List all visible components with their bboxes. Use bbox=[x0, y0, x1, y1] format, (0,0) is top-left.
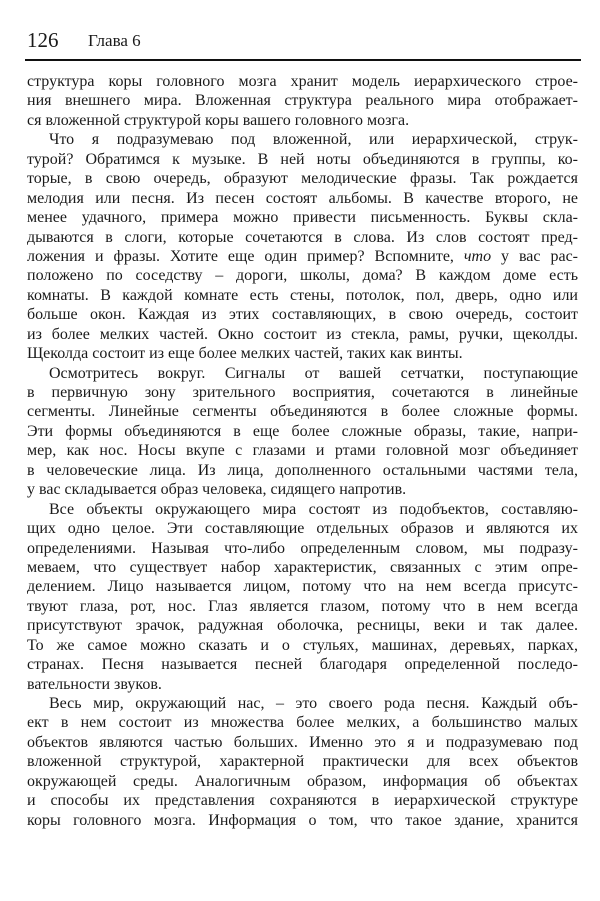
page-body bbox=[27, 72, 578, 830]
running-header bbox=[27, 28, 580, 58]
chapter-title: Глава 6 bbox=[88, 31, 141, 50]
text-line: ект в нем состоит из множества более мелких, а большинство малых bbox=[27, 714, 578, 732]
text-line: коры головного мозга. Информация о том, что такое здание, хранится bbox=[27, 811, 578, 829]
text-segment: у вас рас- bbox=[491, 247, 578, 265]
text-line: вложенной структурой, характерной практически для всех объектов bbox=[27, 753, 578, 771]
text-line: и способы их представления сохраняются в иерархической структуре bbox=[27, 792, 578, 810]
text-line: Щеколда состоит из еще более мелких частей, таких как винты. bbox=[27, 345, 463, 363]
text-line: твуют глаза, рот, нос. Глаз является глазом, потому что в нем всегда bbox=[27, 597, 578, 615]
text-line: больше окон. Каждая из этих составляющих, в свою очередь, состоит bbox=[27, 306, 578, 324]
text-segment: ложения и фразы. Хотите еще один пример? Вспомните, bbox=[27, 247, 464, 265]
italic-emphasis: что bbox=[463, 247, 492, 265]
paragraph bbox=[27, 130, 578, 363]
text-line: сегменты. Линейные сегменты объединяются в более сложные формы. bbox=[27, 403, 578, 421]
paragraph bbox=[27, 364, 578, 500]
text-line: структура коры головного мозга хранит модель иерархического строе- bbox=[27, 73, 578, 90]
text-line: Что я подразумеваю под вложенной, или иерархической, струк- bbox=[49, 131, 578, 149]
paragraph bbox=[27, 500, 578, 694]
text-line: менее удачного, примера можно привести письменность. Буквы скла- bbox=[27, 209, 578, 227]
text-line: мелодия или песня. Из песен состоят альбомы. В качестве второго, не bbox=[27, 189, 578, 207]
text-line: у вас складывается образ человека, сидящего напротив. bbox=[27, 481, 407, 499]
text-line: ния внешнего мира. Вложенная структура реального мира отображает- bbox=[27, 92, 578, 110]
paragraph bbox=[27, 694, 578, 830]
text-line: щих одно целое. Эти составляющие отдельных образов и являются их bbox=[27, 520, 578, 538]
text-line: То же самое можно сказать и о стульях, машинах, деревьях, парках, bbox=[27, 636, 578, 654]
text-line: делением. Лицо называется лицом, потому что на нем всегда присутс- bbox=[27, 578, 578, 596]
text-line: Эти формы объединяются в еще более сложные образы, такие, напри- bbox=[27, 422, 578, 440]
text-line: вательности звуков. bbox=[27, 675, 162, 693]
header-rule bbox=[25, 59, 581, 61]
text-line: ся вложенной структурой коры вашего головного мозга. bbox=[27, 111, 410, 129]
text-line: объектов являются частью больших. Именно это я и подразумеваю под bbox=[27, 733, 578, 751]
text-line: Осмотритесь вокруг. Сигналы от вашей сетчатки, поступающие bbox=[49, 364, 578, 382]
text-line bbox=[27, 247, 578, 266]
text-line: в первичную зону зрительного восприятия, сочетаются в линейные bbox=[27, 384, 578, 401]
text-line: в человеческие лица. Из лица, дополненного остальными частями тела, bbox=[27, 461, 578, 479]
text-line: окружающей среды. Аналогичным образом, информация об объектах bbox=[27, 772, 578, 790]
text-line: определениями. Называя что-либо определенным словом, мы подразу- bbox=[27, 539, 578, 557]
text-line: из более мелких частей. Окно состоит из стекла, рамы, ручки, щеколды. bbox=[27, 325, 578, 343]
text-line: положено по соседству – дороги, школы, дома? В каждом доме есть bbox=[27, 267, 578, 285]
text-line: Весь мир, окружающий нас, – это своего рода песня. Каждый объ- bbox=[49, 695, 578, 712]
text-line: присутствуют зрачок, радужная оболочка, ресницы, веки и так далее. bbox=[27, 617, 578, 635]
text-line: странах. Песня называется песней благодаря определенной последо- bbox=[27, 656, 578, 674]
text-line: меваем, что существует набор характеристик, связанных с этим опре- bbox=[27, 558, 578, 576]
text-line: Все объекты окружающего мира состоят из подобъектов, составляю- bbox=[49, 500, 578, 518]
page-number: 126 bbox=[27, 28, 59, 52]
paragraph bbox=[27, 72, 578, 130]
text-line: мер, как нос. Носы вкупе с глазами и ртами головной мозг объединяет bbox=[27, 442, 578, 460]
text-line: турой? Обратимся к музыке. В ней ноты объединяются в группы, ко- bbox=[27, 150, 578, 168]
text-line: комнаты. В каждой комнате есть стены, потолок, пол, дверь, одно или bbox=[27, 286, 578, 304]
text-line: дываются в слоги, которые сочетаются в слова. Из слов состоят пред- bbox=[27, 228, 578, 246]
text-line: торые, в свою очередь, образуют мелодические фразы. Так рождается bbox=[27, 170, 578, 188]
